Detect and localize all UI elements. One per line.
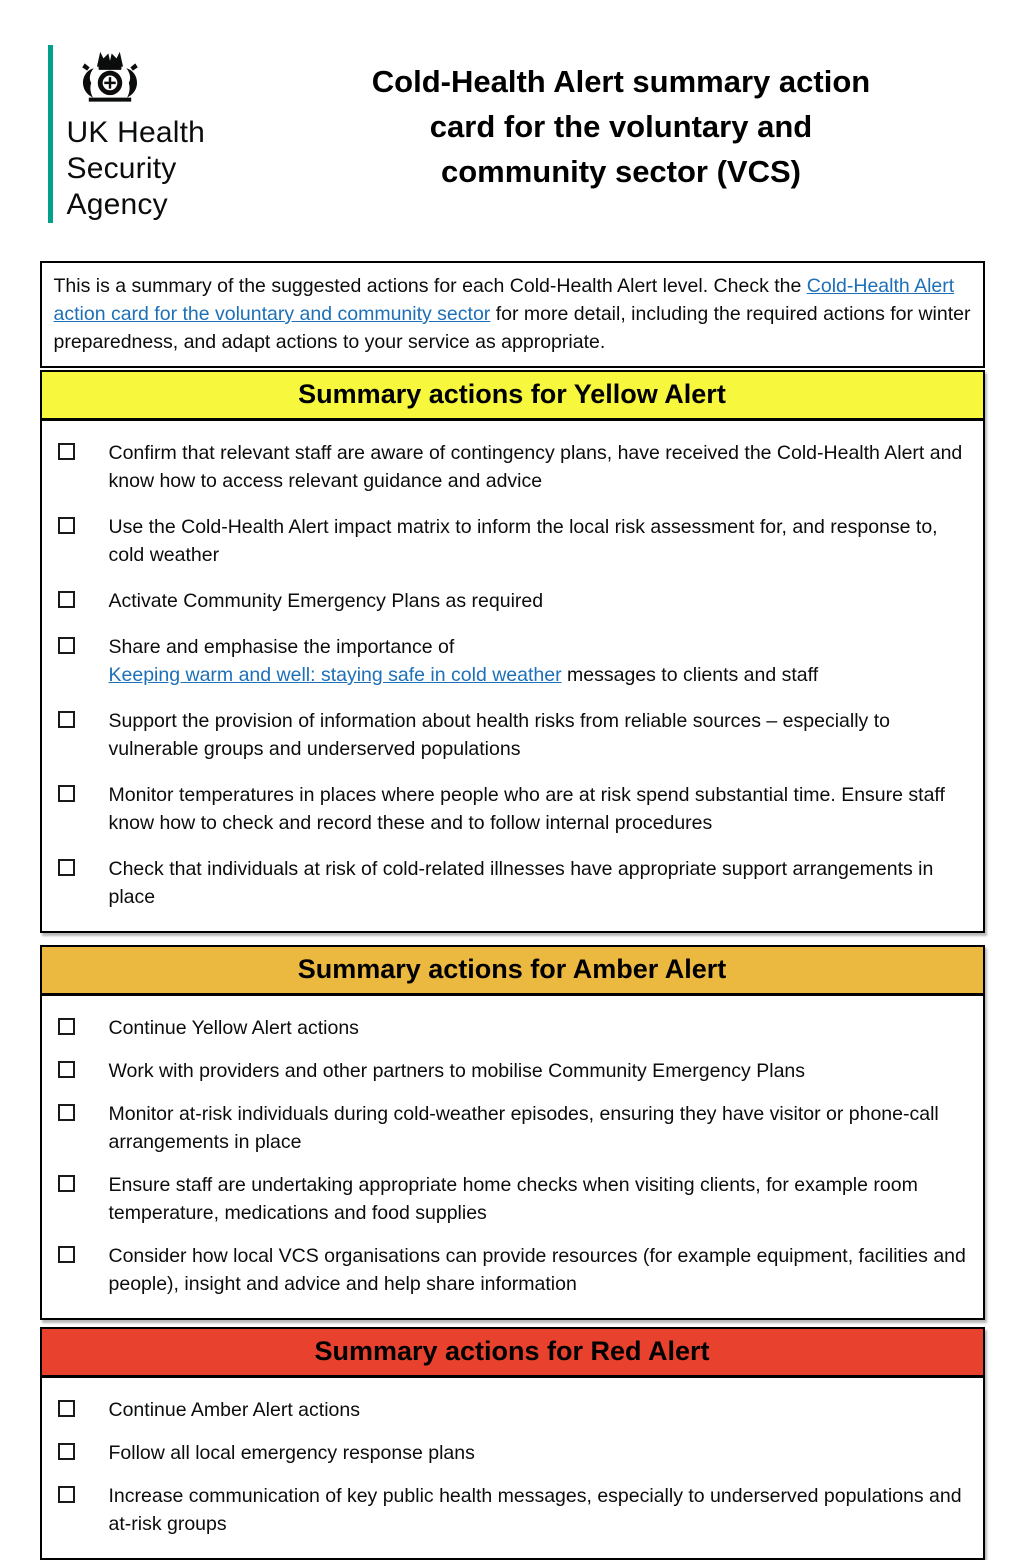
checkbox[interactable] — [58, 517, 75, 534]
section-title: Summary actions for Yellow Alert — [298, 379, 726, 409]
action-item — [58, 1242, 967, 1298]
item-text — [109, 1439, 475, 1467]
checkbox[interactable] — [58, 1018, 75, 1035]
page-title-line: card for the voluntary and — [429, 109, 813, 144]
checkbox[interactable] — [58, 1400, 75, 1417]
action-item — [58, 439, 967, 495]
item-text — [109, 1482, 967, 1538]
item-text-before: Monitor temperatures in places where people who are at risk spend substantial time. Ensure staff know how to check and record these and to follow internal procedures — [108, 784, 945, 834]
action-item — [58, 855, 967, 911]
section-title: Summary actions for Amber Alert — [297, 954, 727, 984]
checkbox[interactable] — [58, 785, 75, 802]
page-title — [288, 45, 985, 194]
action-item — [58, 707, 967, 763]
action-item — [58, 1100, 967, 1156]
item-text — [109, 855, 967, 911]
item-text — [109, 513, 967, 569]
checkbox[interactable] — [58, 1061, 75, 1078]
item-text-before: Continue Amber Alert actions — [108, 1399, 360, 1421]
action-item — [58, 1439, 967, 1467]
document-page — [40, 0, 985, 1560]
item-text — [109, 707, 967, 763]
item-text-before: Activate Community Emergency Plans as required — [108, 590, 544, 612]
section-amber-alert — [40, 945, 985, 1320]
action-item — [58, 513, 967, 569]
logo-teal-bar — [48, 45, 53, 223]
action-item — [58, 781, 967, 837]
action-item — [58, 1482, 967, 1538]
masthead — [40, 45, 985, 223]
item-text — [109, 1242, 967, 1298]
section-header — [42, 947, 983, 996]
page-title-line: Cold-Health Alert summary action — [371, 64, 871, 99]
section-red-alert — [40, 1327, 985, 1560]
item-text-before: Continue Yellow Alert actions — [108, 1017, 359, 1039]
item-text — [109, 439, 967, 495]
item-text-before: Increase communication of key public health messages, especially to underserved populations and at-risk groups — [108, 1485, 962, 1535]
intro-text-after: for more detail, including the required actions for winter preparedness, and adapt actions to your service as appropriate. — [53, 303, 971, 353]
checkbox[interactable] — [58, 1104, 75, 1121]
item-text-before: Ensure staff are undertaking appropriate home checks when visiting clients, for example room temperature, medications and food supplies — [108, 1174, 918, 1224]
checkbox[interactable] — [58, 591, 75, 608]
section-header — [42, 1329, 983, 1378]
logo-text-line: Agency — [66, 188, 168, 221]
item-text-before: Follow all local emergency response plans — [108, 1442, 475, 1464]
section-body — [42, 421, 983, 931]
item-text — [109, 1014, 359, 1042]
item-text — [109, 1396, 360, 1424]
item-text-before: Confirm that relevant staff are aware of contingency plans, have received the Cold-Health Alert and know how to access relevant guidance and advice — [108, 442, 963, 492]
section-header — [42, 372, 983, 421]
action-item — [58, 633, 967, 689]
royal-crest-icon — [69, 47, 151, 109]
item-text-before: Use the Cold-Health Alert impact matrix to inform the local risk assessment for, and response to, cold weather — [108, 516, 938, 566]
checkbox[interactable] — [58, 1486, 75, 1503]
checkbox[interactable] — [58, 1246, 75, 1263]
checkbox[interactable] — [58, 711, 75, 728]
item-text — [109, 587, 544, 615]
section-yellow-alert — [40, 370, 985, 933]
item-text — [109, 1100, 967, 1156]
item-text — [109, 1171, 967, 1227]
item-text — [109, 633, 819, 689]
intro-box — [40, 261, 985, 368]
intro-text-before: This is a summary of the suggested actions for each Cold-Health Alert level. Check the — [53, 275, 807, 297]
logo-text-line: Security — [66, 152, 177, 185]
item-text — [109, 1057, 806, 1085]
checkbox[interactable] — [58, 859, 75, 876]
section-title: Summary actions for Red Alert — [314, 1336, 710, 1366]
intro-link[interactable]: Cold-Health Alert action card for the voluntary and community sector — [53, 275, 955, 325]
item-text-before: Check that individuals at risk of cold-related illnesses have appropriate support arrangements in place — [108, 858, 934, 908]
logo-text-line: UK Health — [66, 116, 206, 149]
action-item — [58, 1171, 967, 1227]
action-item — [58, 1396, 967, 1424]
ukhsa-logo — [48, 45, 288, 223]
logo-text — [67, 115, 206, 223]
item-text-before: Support the provision of information about health risks from reliable sources – especially to vulnerable groups and underserved populations — [108, 710, 890, 760]
checkbox[interactable] — [58, 1175, 75, 1192]
action-item — [58, 1014, 967, 1042]
item-text-before: Work with providers and other partners to mobilise Community Emergency Plans — [108, 1060, 806, 1082]
item-text-before: Consider how local VCS organisations can provide resources (for example equipment, facilities and people), insight and advice and help share information — [108, 1245, 966, 1295]
checkbox[interactable] — [58, 637, 75, 654]
item-text-before: Share and emphasise the importance of — [108, 636, 455, 658]
section-body — [42, 996, 983, 1318]
checkbox[interactable] — [58, 1443, 75, 1460]
checkbox[interactable] — [58, 443, 75, 460]
item-text — [109, 781, 967, 837]
section-body — [42, 1378, 983, 1558]
item-text-before: Monitor at-risk individuals during cold-weather episodes, ensuring they have visitor or phone-call arrangements in place — [108, 1103, 939, 1153]
inline-link[interactable]: Keeping warm and well: staying safe in cold weather — [108, 664, 562, 686]
action-item — [58, 587, 967, 615]
page-title-line: community sector (VCS) — [440, 154, 801, 189]
item-text-after: messages to clients and staff — [561, 664, 819, 686]
action-item — [58, 1057, 967, 1085]
